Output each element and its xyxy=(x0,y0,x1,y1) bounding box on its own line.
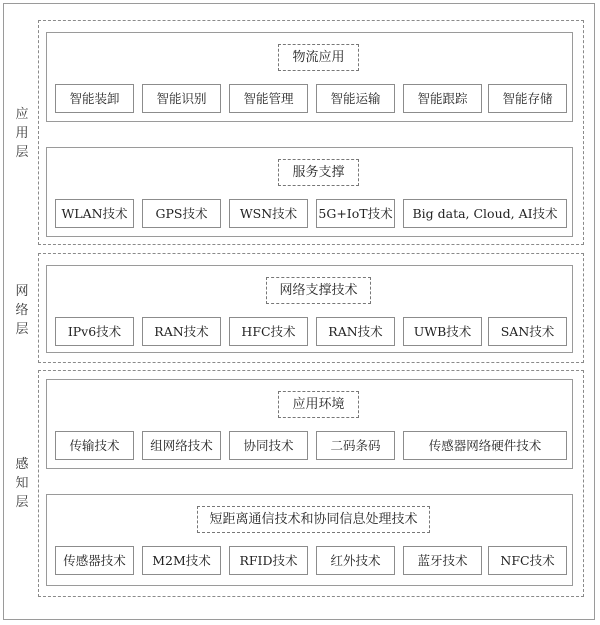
item-transmission: 传输技术 xyxy=(55,431,134,460)
item-bigdata-cloud-ai: Big data, Cloud, AI技术 xyxy=(403,199,567,228)
service-support-panel xyxy=(46,147,573,237)
item-smart-management: 智能管理 xyxy=(229,84,308,113)
item-uwb: UWB技术 xyxy=(403,317,482,346)
item-nfc: NFC技术 xyxy=(488,546,567,575)
panel-title: 短距离通信技术和协同信息处理技术 xyxy=(197,506,430,533)
network-layer-label: 网 络 层 xyxy=(15,284,29,337)
item-ipv6: IPv6技术 xyxy=(55,317,134,346)
item-hfc: HFC技术 xyxy=(229,317,308,346)
item-wlan: WLAN技术 xyxy=(55,199,134,228)
application-environment-panel xyxy=(46,379,573,469)
item-5g-iot: 5G+IoT技术 xyxy=(316,199,395,228)
item-sensor: 传感器技术 xyxy=(55,546,134,575)
item-smart-loading: 智能装卸 xyxy=(55,84,134,113)
item-bluetooth: 蓝牙技术 xyxy=(403,546,482,575)
application-layer-label: 应 用 层 xyxy=(15,107,29,160)
item-infrared: 红外技术 xyxy=(316,546,395,575)
item-ran: RAN技术 xyxy=(142,317,221,346)
network-support-panel xyxy=(46,265,573,353)
item-barcode: 二码条码 xyxy=(316,431,395,460)
panel-title: 网络支撑技术 xyxy=(266,277,371,304)
item-smart-storage: 智能存储 xyxy=(488,84,567,113)
panel-title: 应用环境 xyxy=(278,391,359,418)
item-rfid: RFID技术 xyxy=(229,546,308,575)
item-gps: GPS技术 xyxy=(142,199,221,228)
item-m2m: M2M技术 xyxy=(142,546,221,575)
item-collaboration: 协同技术 xyxy=(229,431,308,460)
item-networking: 组网络技术 xyxy=(142,431,221,460)
item-wsn: WSN技术 xyxy=(229,199,308,228)
item-san: SAN技术 xyxy=(488,317,567,346)
short-range-communication-panel xyxy=(46,494,573,586)
item-ran-2: RAN技术 xyxy=(316,317,395,346)
item-smart-recognition: 智能识别 xyxy=(142,84,221,113)
item-smart-transport: 智能运输 xyxy=(316,84,395,113)
logistics-application-panel xyxy=(46,32,573,122)
perception-layer-label: 感 知 层 xyxy=(15,457,29,510)
panel-title: 服务支撑 xyxy=(278,159,359,186)
panel-title: 物流应用 xyxy=(278,44,359,71)
item-smart-tracking: 智能跟踪 xyxy=(403,84,482,113)
item-sensor-network-hardware: 传感器网络硬件技术 xyxy=(403,431,567,460)
